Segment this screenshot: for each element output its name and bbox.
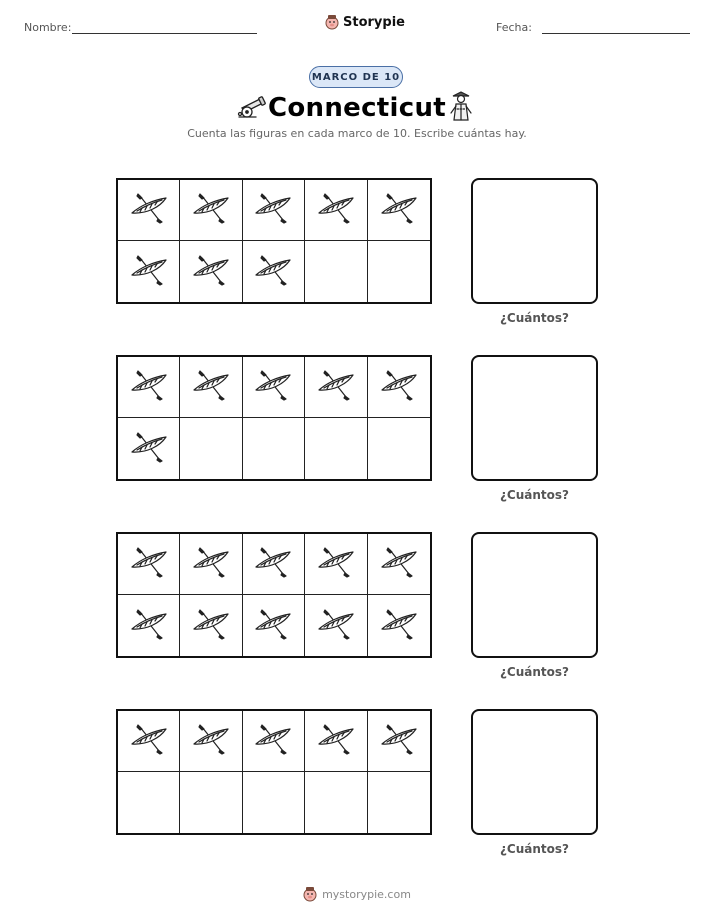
canoe-icon <box>129 431 169 467</box>
date-line[interactable] <box>542 33 690 34</box>
canoe-icon <box>191 254 231 290</box>
frame-cell <box>243 357 305 418</box>
frame-cell <box>305 534 367 595</box>
canoe-icon <box>316 192 356 228</box>
frame-cell <box>180 711 242 772</box>
frame-cell <box>243 241 305 302</box>
page-title: Connecticut <box>267 93 446 123</box>
instructions: Cuenta las figuras en cada marco de 10. Escribe cuántas hay. <box>187 127 527 140</box>
frame-cell <box>368 418 430 479</box>
frame-cell <box>118 418 180 479</box>
frame-cell <box>118 241 180 302</box>
canoe-icon <box>191 723 231 759</box>
footer <box>0 886 714 902</box>
frame-cell <box>243 180 305 241</box>
frame-cell <box>118 711 180 772</box>
answer-box-4[interactable] <box>471 709 598 835</box>
frame-cell <box>305 711 367 772</box>
frame-cell <box>368 241 430 302</box>
question-label-3: ¿Cuántos? <box>499 665 570 679</box>
name-line[interactable] <box>72 33 257 34</box>
frame-cell <box>118 772 180 833</box>
frame-cell <box>368 357 430 418</box>
frame-cell <box>243 418 305 479</box>
canoe-icon <box>253 723 293 759</box>
canoe-icon <box>379 192 419 228</box>
frame-cell <box>368 711 430 772</box>
frame-cell <box>180 534 242 595</box>
question-label-2: ¿Cuántos? <box>499 488 570 502</box>
brand-name: Storypie <box>343 14 405 30</box>
frame-cell <box>243 534 305 595</box>
footer-url: mystorypie.com <box>322 887 411 901</box>
frame-cell <box>118 534 180 595</box>
frame-cell <box>243 595 305 656</box>
canoe-icon <box>191 369 231 405</box>
canoe-icon <box>253 369 293 405</box>
frame-cell <box>305 180 367 241</box>
frame-cell <box>368 534 430 595</box>
canoe-icon <box>253 192 293 228</box>
canoe-icon <box>129 608 169 644</box>
canoe-icon <box>316 369 356 405</box>
canoe-icon <box>316 546 356 582</box>
frame-cell <box>180 772 242 833</box>
canoe-icon <box>253 608 293 644</box>
canoe-icon <box>129 546 169 582</box>
pig-mascot-icon <box>303 886 317 902</box>
canoe-icon <box>253 254 293 290</box>
canoe-icon <box>129 254 169 290</box>
canoe-icon <box>379 369 419 405</box>
storypie-logo <box>325 14 405 30</box>
canoe-icon <box>379 546 419 582</box>
canoe-icon <box>379 608 419 644</box>
pig-mascot-icon <box>325 14 339 30</box>
frame-cell <box>118 357 180 418</box>
canoe-icon <box>129 192 169 228</box>
answer-box-1[interactable] <box>471 178 598 304</box>
canoe-icon <box>191 608 231 644</box>
worksheet-type-badge: MARCO DE 10 <box>309 66 403 88</box>
frame-cell <box>368 595 430 656</box>
frame-cell <box>368 180 430 241</box>
canoe-icon <box>316 723 356 759</box>
frame-cell <box>305 595 367 656</box>
frame-cell <box>305 357 367 418</box>
colonial-figure-icon <box>446 89 476 121</box>
frame-cell <box>305 418 367 479</box>
canoe-icon <box>129 723 169 759</box>
question-label-4: ¿Cuántos? <box>499 842 570 856</box>
frame-1 <box>116 178 432 304</box>
canoe-icon <box>253 546 293 582</box>
answer-box-3[interactable] <box>471 532 598 658</box>
canoe-icon <box>191 192 231 228</box>
frame-cell <box>118 180 180 241</box>
frame-cell <box>180 418 242 479</box>
frame-3 <box>116 532 432 658</box>
frame-cell <box>180 180 242 241</box>
canoe-icon <box>129 369 169 405</box>
frame-cell <box>305 241 367 302</box>
answer-box-2[interactable] <box>471 355 598 481</box>
question-label-1: ¿Cuántos? <box>499 311 570 325</box>
frame-cell <box>180 357 242 418</box>
frame-cell <box>118 595 180 656</box>
canoe-icon <box>191 546 231 582</box>
date-label: Fecha: <box>496 21 532 34</box>
frame-cell <box>180 241 242 302</box>
name-label: Nombre: <box>24 21 72 34</box>
canoe-icon <box>379 723 419 759</box>
frame-cell <box>368 772 430 833</box>
frame-cell <box>305 772 367 833</box>
frame-4 <box>116 709 432 835</box>
frame-cell <box>243 711 305 772</box>
frame-cell <box>243 772 305 833</box>
frame-cell <box>180 595 242 656</box>
canoe-icon <box>316 608 356 644</box>
frame-2 <box>116 355 432 481</box>
